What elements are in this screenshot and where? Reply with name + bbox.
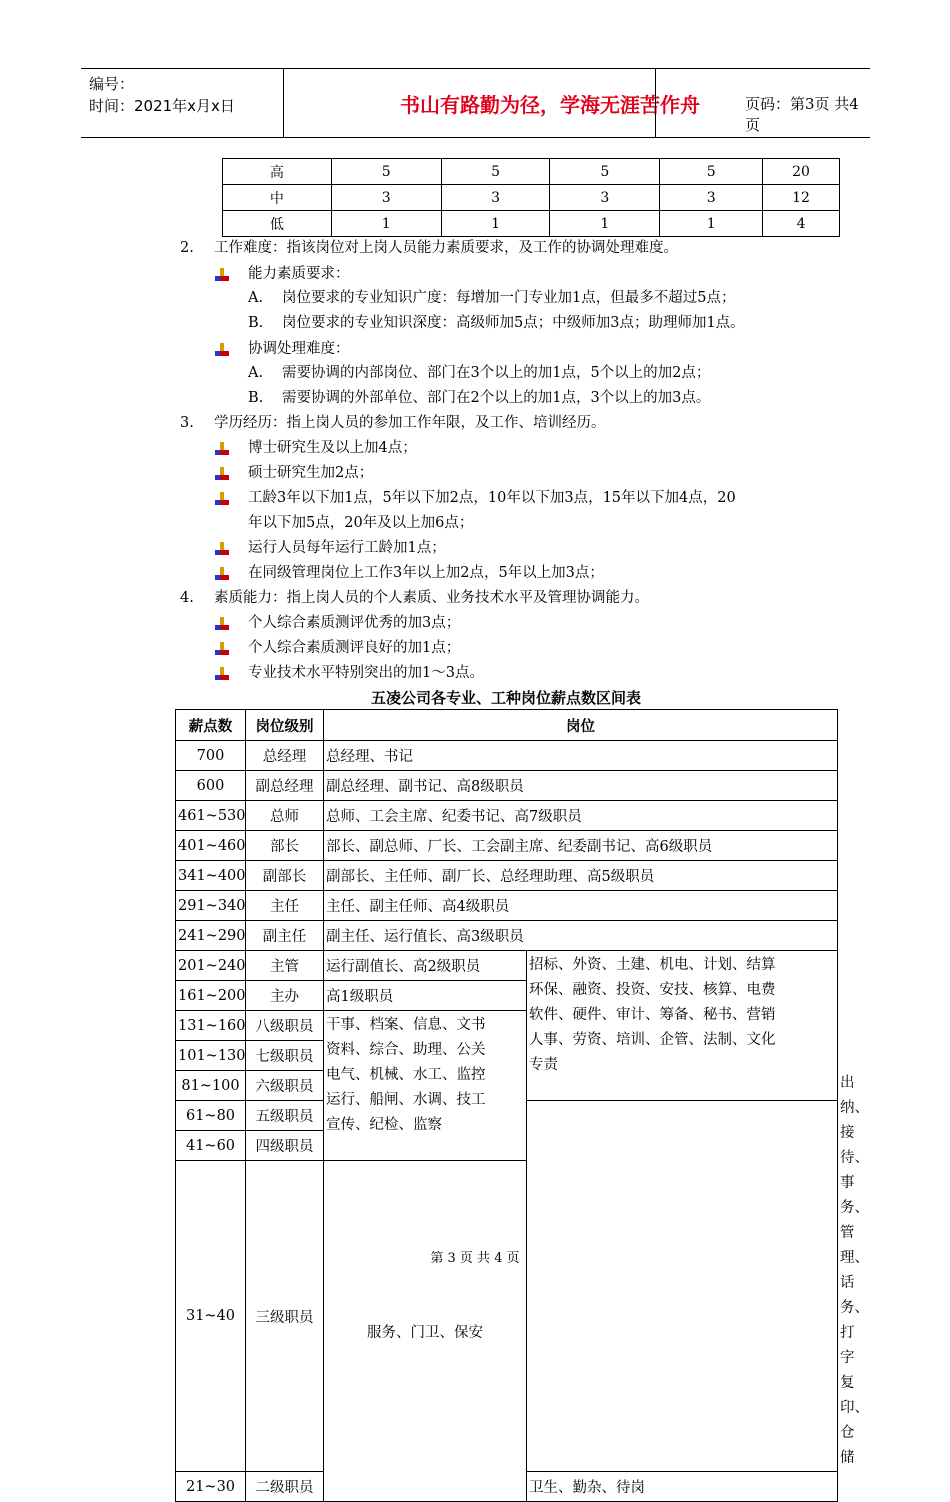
bullet-text: 运行人员每年运行工龄加1点；: [248, 540, 446, 556]
level-cell: 二级职员: [246, 1472, 324, 1502]
table-row: [176, 861, 838, 891]
table-row: [176, 951, 838, 981]
table-row: [223, 211, 840, 237]
group-cell-service: 服务、门卫、保安: [324, 1161, 527, 1502]
table-cell: 20: [763, 159, 840, 185]
table-cell: 5: [550, 159, 660, 185]
section-text: 素质能力：指上岗人员的个人素质、业务技术水平及管理协调能力。: [214, 590, 649, 606]
item-text: 岗位要求的专业知识广度：每增加一门专业加1点，但最多不超过5点；: [282, 290, 736, 306]
bullet-icon: [215, 467, 229, 481]
points-cell: 61~80: [176, 1101, 246, 1131]
group-cell-management: [527, 951, 838, 1101]
group-line: 宣传、纪检、监察: [326, 1117, 442, 1133]
doc-number-label: 编号：: [89, 75, 135, 93]
bullet-text: 博士研究生及以上加4点；: [248, 440, 417, 456]
position-cell: 总师、工会主席、纪委书记、高7级职员: [324, 801, 838, 831]
table-cell: 5: [660, 159, 763, 185]
table-cell: 3: [441, 185, 550, 211]
points-cell: 41~60: [176, 1131, 246, 1161]
item-letter: B.: [248, 390, 264, 406]
table-cell: 1: [550, 211, 660, 237]
table-row: [223, 159, 840, 185]
score-table: [222, 158, 840, 237]
item-text: 需要协调的外部单位、部门在2个以上的加1点，3个以上的加3点。: [282, 390, 711, 406]
points-cell: 131~160: [176, 1011, 246, 1041]
section-text: 工作难度：指该岗位对上岗人员能力素质要求，及工作的协调处理难度。: [214, 240, 678, 256]
points-cell: 241~290: [176, 921, 246, 951]
doc-time-label: 时间：2021年x月x日: [89, 97, 235, 115]
level-cell: 主管: [246, 951, 324, 981]
section-number: 3.: [180, 415, 194, 431]
table-row: 81~100 六级职员 出纳、接待、事务、管理、话务、打字 复印、仓储: [176, 1071, 838, 1101]
table-row: [176, 891, 838, 921]
points-cell: 161~200: [176, 981, 246, 1011]
table-cell: 4: [763, 211, 840, 237]
section-number: 2.: [180, 240, 194, 256]
group-line: 环保、融资、投资、安技、核算、电费: [529, 982, 776, 998]
position-cell: 部长、副总师、厂长、工会副主席、纪委副书记、高6级职员: [324, 831, 838, 861]
points-cell: 401~460: [176, 831, 246, 861]
table-row: [223, 185, 840, 211]
bullet-icon: [215, 268, 229, 282]
header-divider: [283, 69, 284, 137]
bullet-text: 个人综合素质测评优秀的加3点；: [248, 615, 461, 631]
bullet-icon: [215, 343, 229, 357]
level-cell: 主办: [246, 981, 324, 1011]
column-header: 岗位级别: [246, 710, 324, 741]
salary-grade-table: [175, 709, 869, 1502]
table-cell: 3: [550, 185, 660, 211]
level-cell: 部长: [246, 831, 324, 861]
group-line: 软件、硬件、审计、筹备、秘书、营销: [529, 1007, 776, 1023]
table-row: [176, 741, 838, 771]
position-cell: 副总经理、副书记、高8级职员: [324, 771, 838, 801]
bullet-icon: [215, 542, 229, 556]
group-line: 招标、外资、土建、机电、计划、结算: [529, 957, 776, 973]
position-cell: 运行副值长、高2级职员: [324, 951, 527, 981]
table-cell: 3: [660, 185, 763, 211]
table-cell: 5: [331, 159, 441, 185]
position-cell: 高1级职员: [324, 981, 527, 1011]
points-cell: 81~100: [176, 1071, 246, 1101]
position-cell: 副主任、运行值长、高3级职员: [324, 921, 838, 951]
points-cell: 341~400: [176, 861, 246, 891]
bullet-text: 个人综合素质测评良好的加1点；: [248, 640, 461, 656]
header-meta: [89, 73, 235, 117]
bullet-icon: [215, 617, 229, 631]
column-header: 薪点数: [176, 710, 246, 741]
table-cell: 12: [763, 185, 840, 211]
level-cell: 三级职员: [246, 1161, 324, 1472]
table-cell: 低: [223, 211, 332, 237]
position-cell: 主任、副主任师、高4级职员: [324, 891, 838, 921]
level-cell: 五级职员: [246, 1101, 324, 1131]
level-cell: 总师: [246, 801, 324, 831]
column-header: 岗位: [324, 710, 838, 741]
table-row: [176, 921, 838, 951]
level-cell: 副部长: [246, 861, 324, 891]
points-cell: 201~240: [176, 951, 246, 981]
item-letter: A.: [248, 290, 264, 306]
group-line: 电气、机械、水工、监控: [326, 1067, 486, 1083]
level-cell: 副主任: [246, 921, 324, 951]
group-line: 资料、综合、助理、公关: [326, 1042, 486, 1058]
item-letter: B.: [248, 315, 264, 331]
item-text: 需要协调的内部岗位、部门在3个以上的加1点，5个以上的加2点；: [282, 365, 711, 381]
points-cell: 101~130: [176, 1041, 246, 1071]
bullet-text: 工龄3年以下加1点，5年以下加2点，10年以下加3点，15年以下加4点，20: [248, 490, 736, 506]
bullet-text: 硕士研究生加2点；: [248, 465, 374, 481]
header-page-info: 页码：第3页 共4页: [745, 95, 859, 134]
level-cell: 六级职员: [246, 1071, 324, 1101]
section-number: 4.: [180, 590, 194, 606]
table-cell: 5: [441, 159, 550, 185]
bullet-text: 协调处理难度：: [248, 341, 350, 357]
bullet-text: 年以下加5点，20年及以上加6点；: [248, 515, 474, 531]
points-cell: 291~340: [176, 891, 246, 921]
level-cell: 七级职员: [246, 1041, 324, 1071]
bullet-text: 专业技术水平特别突出的加1～3点。: [248, 665, 484, 681]
level-cell: 总经理: [246, 741, 324, 771]
page-footer: 第 3 页 共 4 页: [430, 1251, 520, 1266]
table-cell: 中: [223, 185, 332, 211]
level-cell: 八级职员: [246, 1011, 324, 1041]
points-cell: 700: [176, 741, 246, 771]
level-cell: 四级职员: [246, 1131, 324, 1161]
table-row: [176, 771, 838, 801]
bullet-icon: [215, 642, 229, 656]
table-cell: 高: [223, 159, 332, 185]
bullet-text: 在同级管理岗位上工作3年以上加2点，5年以上加3点；: [248, 565, 604, 581]
table-cell: 1: [441, 211, 550, 237]
group-cell-staff: [324, 1011, 527, 1161]
position-cell: 总经理、书记: [324, 741, 838, 771]
table-cell: 1: [660, 211, 763, 237]
table-row: [176, 801, 838, 831]
item-text: 岗位要求的专业知识深度：高级师加5点；中级师加3点；助理师加1点。: [282, 315, 745, 331]
table-row: [176, 831, 838, 861]
bullet-icon: [215, 667, 229, 681]
points-cell: 21~30: [176, 1472, 246, 1502]
table-header-row: [176, 710, 838, 741]
group-line: 运行、船闸、水调、技工: [326, 1092, 486, 1108]
header-motto: 书山有路勤为径，学海无涯苦作舟: [400, 92, 700, 117]
section-text: 学历经历：指上岗人员的参加工作年限，及工作、培训经历。: [214, 415, 606, 431]
position-cell: 副部长、主任师、副厂长、总经理助理、高5级职员: [324, 861, 838, 891]
table-row: [176, 1161, 838, 1472]
bullet-icon: [215, 567, 229, 581]
points-cell: 461~530: [176, 801, 246, 831]
table-title: 五凌公司各专业、工种岗位薪点数区间表: [370, 689, 641, 707]
bullet-icon: [215, 492, 229, 506]
header-divider: [655, 69, 656, 137]
group-line: 人事、劳资、培训、企管、法制、文化: [529, 1032, 776, 1048]
bullet-icon: [215, 442, 229, 456]
points-cell: 31~40: [176, 1161, 246, 1472]
level-cell: 副总经理: [246, 771, 324, 801]
group-cell-cleaning: 卫生、勤杂、待岗: [527, 1472, 838, 1502]
points-cell: 600: [176, 771, 246, 801]
level-cell: 主任: [246, 891, 324, 921]
bullet-text: 能力素质要求：: [248, 266, 350, 282]
group-line: 专责: [529, 1057, 558, 1073]
page-header: [81, 68, 870, 138]
table-cell: 3: [331, 185, 441, 211]
group-line: 干事、档案、信息、文书: [326, 1017, 486, 1033]
table-cell: 1: [331, 211, 441, 237]
item-letter: A.: [248, 365, 264, 381]
